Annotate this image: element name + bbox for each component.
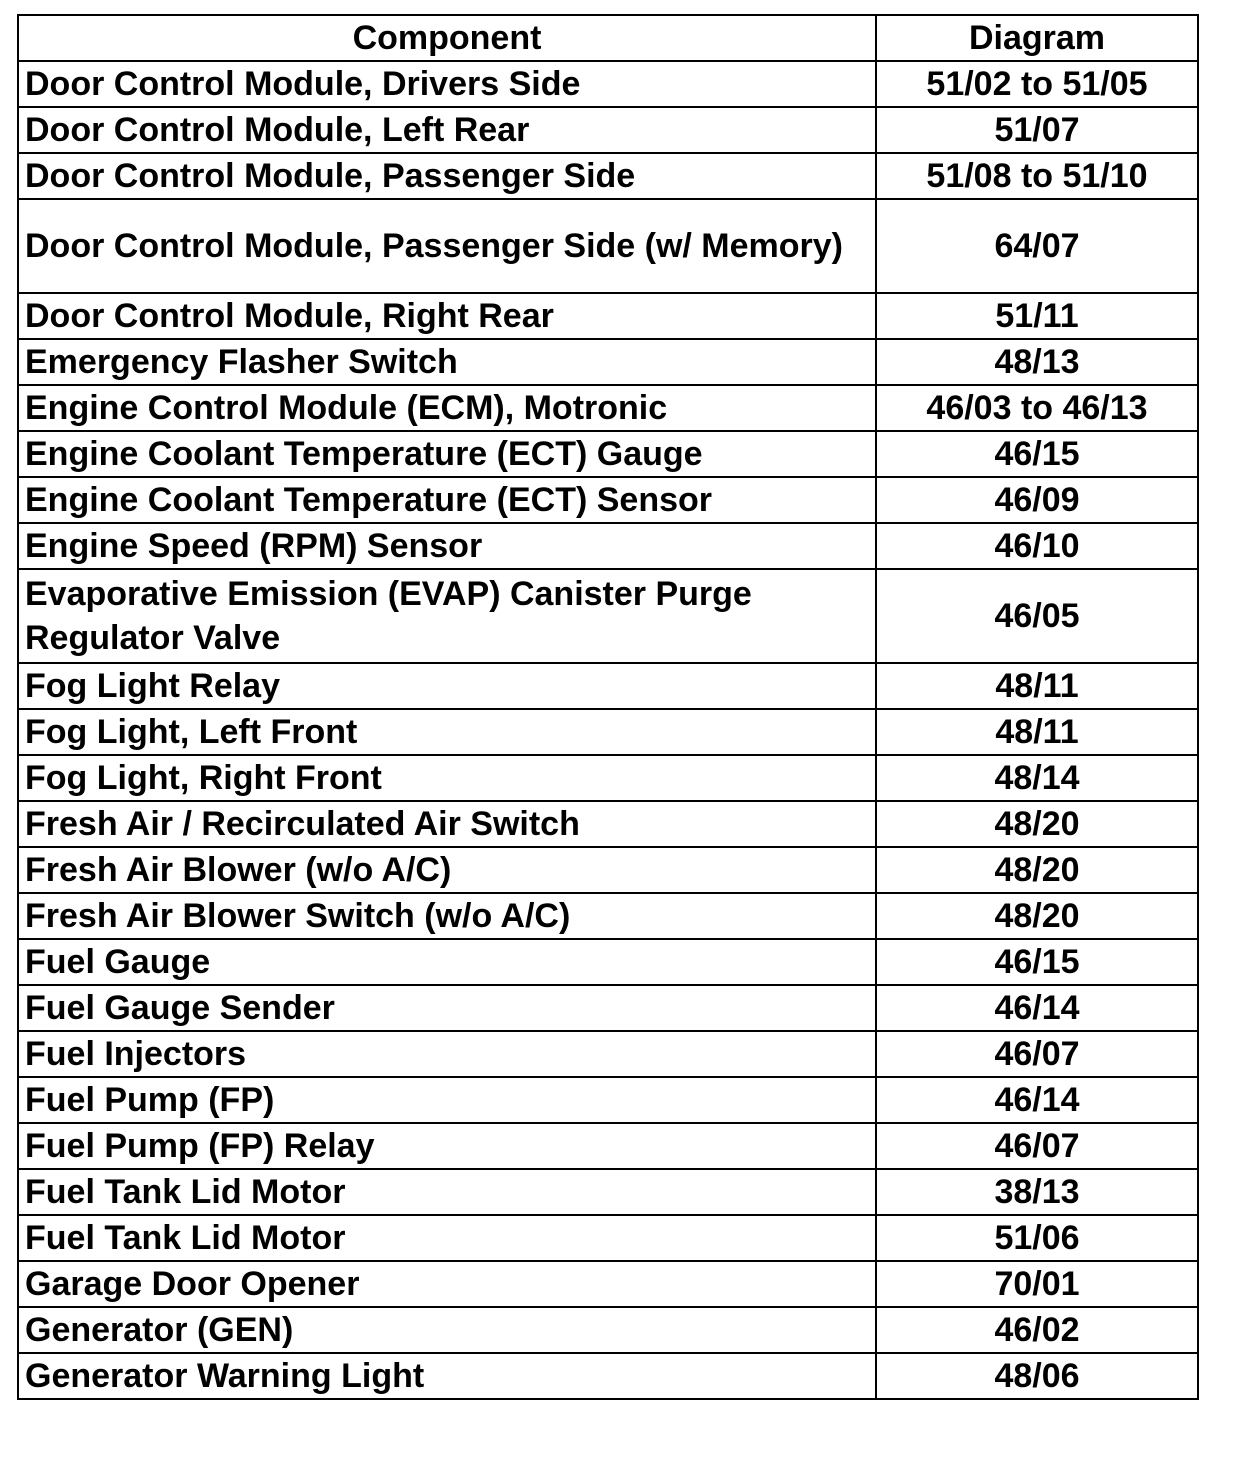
table-row <box>18 801 1198 847</box>
component-cell: Fuel Pump (FP) Relay <box>18 1123 876 1169</box>
component-cell: Fuel Gauge <box>18 939 876 985</box>
diagram-cell: 38/13 <box>876 1169 1198 1215</box>
table-row <box>18 293 1198 339</box>
component-cell: Generator Warning Light <box>18 1353 876 1399</box>
component-cell: Engine Control Module (ECM), Motronic <box>18 385 876 431</box>
diagram-cell: 51/11 <box>876 293 1198 339</box>
table-row <box>18 107 1198 153</box>
table-row <box>18 1077 1198 1123</box>
diagram-cell: 46/07 <box>876 1123 1198 1169</box>
component-cell: Engine Coolant Temperature (ECT) Gauge <box>18 431 876 477</box>
diagram-cell: 48/11 <box>876 663 1198 709</box>
table-row <box>18 985 1198 1031</box>
table-row <box>18 339 1198 385</box>
table-row <box>18 1307 1198 1353</box>
diagram-cell: 46/09 <box>876 477 1198 523</box>
diagram-cell: 46/15 <box>876 431 1198 477</box>
diagram-cell: 51/02 to 51/05 <box>876 61 1198 107</box>
component-cell: Emergency Flasher Switch <box>18 339 876 385</box>
component-cell: Door Control Module, Left Rear <box>18 107 876 153</box>
table-row <box>18 153 1198 199</box>
diagram-cell: 51/08 to 51/10 <box>876 153 1198 199</box>
diagram-cell: 46/07 <box>876 1031 1198 1077</box>
table-row <box>18 569 1198 663</box>
table-row <box>18 755 1198 801</box>
table-header-row <box>18 15 1198 61</box>
diagram-cell: 48/14 <box>876 755 1198 801</box>
table-row <box>18 1031 1198 1077</box>
table-row <box>18 709 1198 755</box>
component-cell: Fresh Air Blower Switch (w/o A/C) <box>18 893 876 939</box>
component-cell: Fuel Pump (FP) <box>18 1077 876 1123</box>
diagram-cell: 51/07 <box>876 107 1198 153</box>
diagram-cell: 48/20 <box>876 847 1198 893</box>
diagram-cell: 64/07 <box>876 199 1198 293</box>
table-row <box>18 1215 1198 1261</box>
diagram-cell: 51/06 <box>876 1215 1198 1261</box>
diagram-cell: 48/20 <box>876 893 1198 939</box>
table-row <box>18 199 1198 293</box>
component-diagram-table <box>17 14 1199 1400</box>
component-cell: Fog Light, Left Front <box>18 709 876 755</box>
table-row <box>18 1353 1198 1399</box>
diagram-cell: 46/14 <box>876 1077 1198 1123</box>
table-row <box>18 847 1198 893</box>
table-row <box>18 61 1198 107</box>
table-row <box>18 1261 1198 1307</box>
component-cell: Generator (GEN) <box>18 1307 876 1353</box>
component-cell: Fresh Air / Recirculated Air Switch <box>18 801 876 847</box>
component-cell: Evaporative Emission (EVAP) Canister Purge Regulator Valve <box>18 569 876 663</box>
table-row <box>18 939 1198 985</box>
diagram-cell: 46/02 <box>876 1307 1198 1353</box>
component-cell: Garage Door Opener <box>18 1261 876 1307</box>
diagram-cell: 46/05 <box>876 569 1198 663</box>
diagram-cell: 46/10 <box>876 523 1198 569</box>
component-cell: Door Control Module, Passenger Side (w/ Memory) <box>18 199 876 293</box>
component-cell: Door Control Module, Passenger Side <box>18 153 876 199</box>
component-cell: Fuel Tank Lid Motor <box>18 1215 876 1261</box>
component-cell: Door Control Module, Drivers Side <box>18 61 876 107</box>
table-row <box>18 663 1198 709</box>
component-cell: Fuel Gauge Sender <box>18 985 876 1031</box>
table-row <box>18 523 1198 569</box>
component-cell: Fog Light Relay <box>18 663 876 709</box>
diagram-cell: 48/20 <box>876 801 1198 847</box>
table-row <box>18 1169 1198 1215</box>
diagram-cell: 46/15 <box>876 939 1198 985</box>
diagram-cell: 70/01 <box>876 1261 1198 1307</box>
component-cell: Door Control Module, Right Rear <box>18 293 876 339</box>
diagram-cell: 48/13 <box>876 339 1198 385</box>
table-row <box>18 385 1198 431</box>
component-cell: Engine Coolant Temperature (ECT) Sensor <box>18 477 876 523</box>
diagram-cell: 46/14 <box>876 985 1198 1031</box>
table-row <box>18 893 1198 939</box>
component-column-header: Component <box>18 15 876 61</box>
component-cell: Fuel Injectors <box>18 1031 876 1077</box>
diagram-cell: 48/11 <box>876 709 1198 755</box>
component-cell: Fresh Air Blower (w/o A/C) <box>18 847 876 893</box>
component-cell: Fog Light, Right Front <box>18 755 876 801</box>
component-cell: Engine Speed (RPM) Sensor <box>18 523 876 569</box>
table-row <box>18 477 1198 523</box>
table-row <box>18 431 1198 477</box>
diagram-cell: 46/03 to 46/13 <box>876 385 1198 431</box>
diagram-column-header: Diagram <box>876 15 1198 61</box>
component-cell: Fuel Tank Lid Motor <box>18 1169 876 1215</box>
diagram-cell: 48/06 <box>876 1353 1198 1399</box>
table-row <box>18 1123 1198 1169</box>
